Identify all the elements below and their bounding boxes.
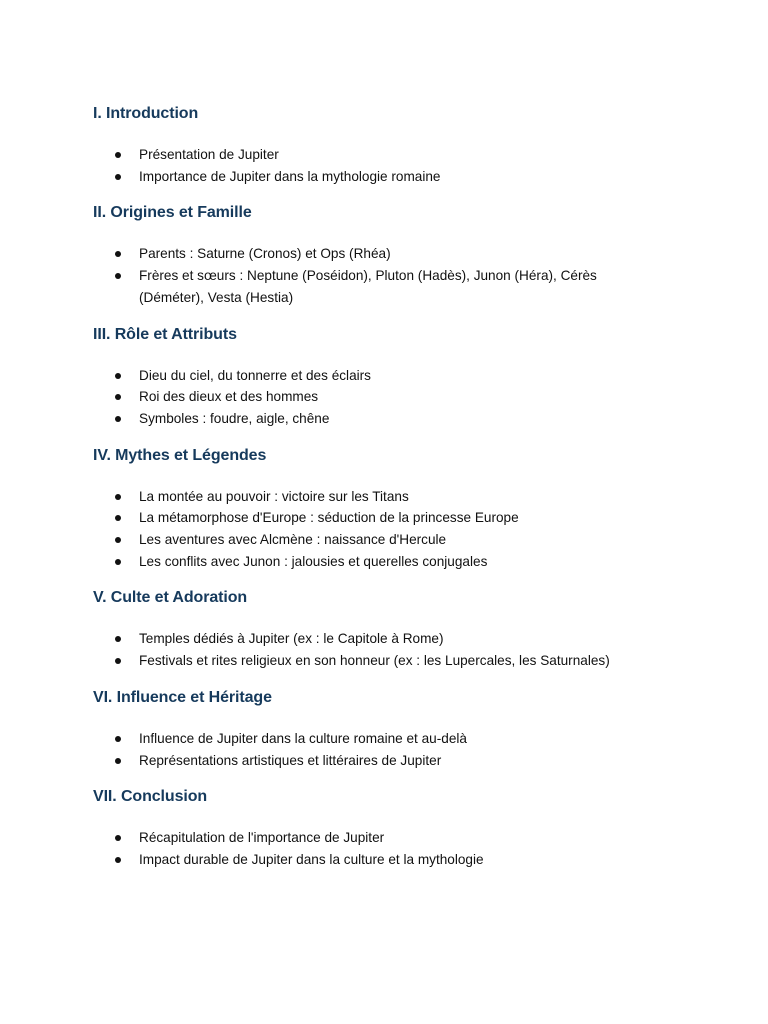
section-influence-heritage — [93, 687, 693, 771]
bullet-dot-icon — [115, 835, 121, 841]
list-item-text: Récapitulation de l'importance de Jupiter — [139, 830, 385, 846]
bullet-list — [93, 486, 693, 573]
list-item — [93, 144, 659, 166]
section-conclusion — [93, 786, 693, 870]
list-item — [93, 166, 659, 188]
list-item-text: Représentations artistiques et littéraires de Jupiter — [139, 752, 442, 768]
list-item — [93, 243, 659, 265]
bullet-dot-icon — [115, 559, 121, 565]
bullet-dot-icon — [115, 273, 121, 279]
list-item — [93, 827, 659, 849]
list-item-text: Temples dédiés à Jupiter (ex : le Capitole à Rome) — [139, 631, 444, 647]
section-title: I. Introduction — [93, 105, 199, 122]
bullet-dot-icon — [115, 373, 121, 379]
bullet-dot-icon — [115, 537, 121, 543]
list-item-text: Importance de Jupiter dans la mythologie romaine — [139, 168, 441, 184]
bullet-list — [93, 827, 693, 870]
list-item — [93, 365, 659, 387]
list-item — [93, 750, 659, 772]
bullet-dot-icon — [115, 736, 121, 742]
list-item-text: Dieu du ciel, du tonnerre et des éclairs — [139, 367, 371, 383]
list-item — [93, 529, 659, 551]
section-mythes-legendes — [93, 445, 693, 573]
list-item — [93, 650, 659, 672]
bullet-dot-icon — [115, 394, 121, 400]
list-item — [93, 265, 659, 308]
bullet-dot-icon — [115, 515, 121, 521]
bullet-dot-icon — [115, 494, 121, 500]
section-title: IV. Mythes et Légendes — [93, 446, 267, 464]
bullet-dot-icon — [115, 174, 121, 180]
bullet-list — [93, 365, 693, 430]
list-item — [93, 486, 659, 508]
bullet-dot-icon — [115, 416, 121, 422]
section-title: VI. Influence et Héritage — [93, 688, 272, 706]
list-item-text: Festivals et rites religieux en son honneur (ex : les Lupercales, les Saturnales) — [139, 653, 610, 669]
list-item-text: Parents : Saturne (Cronos) et Ops (Rhéa) — [139, 246, 391, 262]
bullet-dot-icon — [115, 658, 121, 664]
list-item-text: Présentation de Jupiter — [139, 147, 279, 162]
section-title: II. Origines et Famille — [93, 204, 252, 222]
section-role-attributs — [93, 324, 693, 430]
list-item-text: Les conflits avec Junon : jalousies et querelles conjugales — [139, 553, 488, 569]
section-origines-famille — [93, 202, 693, 308]
bullet-list — [93, 144, 693, 187]
section-title: III. Rôle et Attributs — [93, 325, 237, 343]
list-item — [93, 551, 659, 573]
section-title: V. Culte et Adoration — [93, 589, 248, 607]
bullet-list — [93, 628, 693, 671]
list-item-text: Les aventures avec Alcmène : naissance d'Hercule — [139, 532, 447, 548]
list-item-text: Symboles : foudre, aigle, chêne — [139, 410, 330, 426]
list-item — [93, 386, 659, 408]
list-item-text: Influence de Jupiter dans la culture romaine et au-delà — [139, 730, 467, 746]
bullet-dot-icon — [115, 636, 121, 642]
section-introduction — [93, 103, 693, 187]
list-item-text: La métamorphose d'Europe : séduction de la princesse Europe — [139, 510, 519, 526]
list-item — [93, 507, 659, 529]
section-culte-adoration — [93, 587, 693, 671]
list-item — [93, 408, 659, 430]
list-item — [93, 849, 659, 871]
list-item-text: La montée au pouvoir : victoire sur les Titans — [139, 488, 409, 504]
section-title: VII. Conclusion — [93, 788, 208, 806]
list-item — [93, 728, 659, 750]
bullet-dot-icon — [115, 857, 121, 863]
document-body — [93, 103, 693, 886]
list-item — [93, 628, 659, 650]
list-item-text: Impact durable de Jupiter dans la culture et la mythologie — [139, 851, 484, 867]
list-item-text: Roi des dieux et des hommes — [139, 389, 319, 405]
bullet-dot-icon — [115, 758, 121, 764]
bullet-dot-icon — [115, 251, 121, 257]
bullet-list — [93, 243, 693, 308]
bullet-list — [93, 728, 693, 771]
bullet-dot-icon — [115, 152, 121, 158]
list-item-text: Frères et sœurs : Neptune (Poséidon), Pluton (Hadès), Junon (Héra), Cérès (Déméter), Vesta (Hestia) — [139, 268, 597, 305]
